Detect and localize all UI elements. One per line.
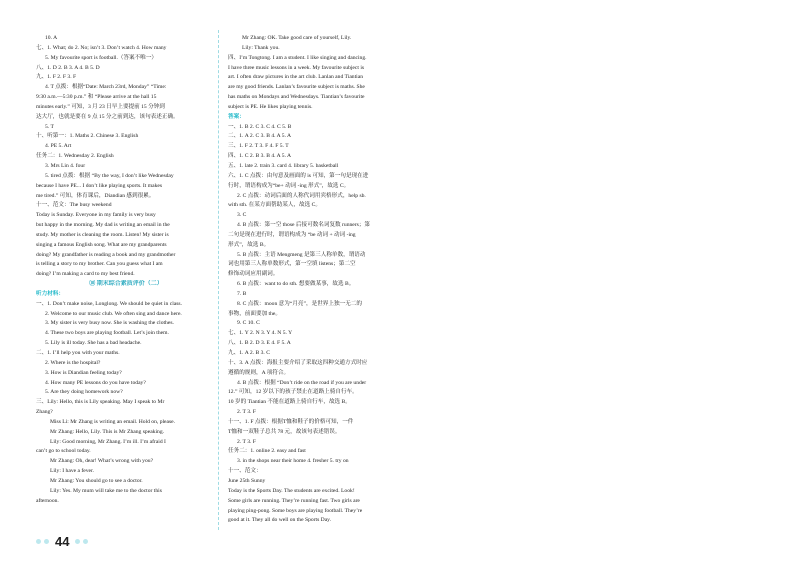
text-line: 一、1. B 2. C 3. C 4. C 5. B xyxy=(228,123,292,130)
text-line: 二、1. A 2. C 3. B 4. A 5. A xyxy=(228,133,292,140)
text-line: Lily: Good morning, Mr Zhang. I’m ill. I’m afraid I xyxy=(50,438,166,445)
text-line: 4. T 点拨：根据“Date: March 23rd, Monday” “Time: xyxy=(45,84,167,91)
text-line: 答案： xyxy=(228,113,245,120)
text-line: Mr Zhang: OK. Take good care of yourself, Lily. xyxy=(242,35,352,41)
text-line: art. I often draw pictures in the art club. Lanlan and Tiantian xyxy=(228,74,363,81)
text-line: 九、1. A 2. B 3. C xyxy=(228,350,270,356)
footer-dot-icon xyxy=(83,539,88,544)
text-line: with sth. 在某方面帮助某人，故选 C。 xyxy=(228,202,321,209)
text-line: 5. B 点拨：主语 Mengmeng 是第三人称单数，谓语动 xyxy=(237,251,366,258)
text-line: 十一、范文： xyxy=(228,468,262,475)
text-line: 4. B 点拨：第一空 those 后接可数名词复数 runners；第 xyxy=(237,222,371,229)
right-column xyxy=(228,34,404,526)
text-line: 12.” 可知，12 岁以下的孩子禁止在道路上骑自行车。 xyxy=(228,389,358,396)
text-line: 八、1. D 2. B 3. A 4. B 5. D xyxy=(36,64,100,71)
text-line: 6. B 点拨：want to do sth. 想要做某事，故选 B。 xyxy=(237,281,355,288)
text-line: playing ping-pong. Some boys are playing football. They’re xyxy=(228,507,363,514)
text-line: 听力材料： xyxy=(36,290,64,297)
text-line: 9:30 a.m.—5:30 p.m.” 和 “Please arrive at the hall 15 xyxy=(36,94,157,101)
page-number: 44 xyxy=(55,534,70,549)
text-line: 2. C 点拨：动词后面的人称代词用宾格形式，help sb. xyxy=(237,192,366,199)
text-line: good at it. They all do well on the Sports Day. xyxy=(228,517,332,524)
text-line: 4. PE 5. Art xyxy=(45,143,72,150)
text-line: study. My mother is cleaning the room. Listen! My sister is xyxy=(36,231,169,238)
text-line: 形式”，故选 B。 xyxy=(228,241,270,248)
column-divider xyxy=(218,30,219,530)
text-line: Lily: I have a fever. xyxy=(50,468,94,475)
text-line: subject is PE. He likes playing tennis. xyxy=(228,103,313,110)
text-line: 词也用第三人称单数形式，第一空填 listens；第二空 xyxy=(228,261,356,268)
text-line: 事物，前面要加 the。 xyxy=(228,310,281,317)
text-line: 一、1. Don’t make noise, Longlong. We should be quiet in class. xyxy=(36,300,183,307)
text-line: 十一、范文：The busy weekend xyxy=(36,202,112,209)
text-line: Zhang? xyxy=(36,409,53,416)
text-line: 达大厅，也就是要在 9 点 15 分之前到达，该句表述正确。 xyxy=(36,113,179,120)
text-line: 9. C 10. C xyxy=(237,320,260,327)
text-line: minutes early.” 可知，3 月 23 日早上要提前 15 分钟到 xyxy=(36,103,165,110)
text-line: 5. T xyxy=(45,123,54,130)
text-line: 十、3. A 点拨：海报主要介绍了采取这四种交通方式时应 xyxy=(228,359,368,366)
text-line: 七、1. What; do 2. No; isn’t 3. Don’t watch 4. How many xyxy=(36,44,167,51)
text-line: 4. B 点拨：根据 “Don’t ride on the road if you are under xyxy=(237,379,367,386)
text-line: Some girls are running. They’re running fast. Two girls are xyxy=(228,497,360,504)
text-line: 3. C xyxy=(237,212,247,219)
text-line: Today is the Sports Day. The students are excited. Look! xyxy=(228,487,355,494)
text-line: 四、I’m Tongtong. I am a student. I like singing and dancing. xyxy=(228,54,367,61)
text-line: I have three music lessons in a week. My favourite subject is xyxy=(228,64,365,71)
text-line: doing? My grandfather is reading a book and my grandmother xyxy=(36,251,176,258)
text-line: Mr Zhang: You should go to see a doctor. xyxy=(50,477,143,484)
text-line: 三、1. F 2. T 3. F 4. F 5. T xyxy=(228,143,289,150)
footer-dot-icon xyxy=(75,539,80,544)
text-line: has maths on Mondays and Wednesdays. Tiantian’s favourite xyxy=(228,94,365,101)
text-line: 2. T 3. F xyxy=(237,438,256,445)
text-line: 三、Lily: Hello, this is Lily speaking. May I speak to Mr xyxy=(36,399,165,406)
text-line: June 25th Sunny xyxy=(228,477,266,484)
text-line: 3. How is Diandian feeling today? xyxy=(45,369,122,376)
text-line: Today is Sunday. Everyone in my family is very busy xyxy=(36,212,156,219)
text-line: 十一、1. F 点拨：根据T恤和鞋子的价格可知，一件 xyxy=(228,418,354,425)
text-line: 2. Where is the hospital? xyxy=(45,359,101,366)
text-line: 任务二：1. online 2. easy and fast xyxy=(228,448,306,455)
text-line: is telling a story to my brother. Can you guess what I am xyxy=(36,261,163,268)
text-line: 4. These two boys are playing football. Let’s join them. xyxy=(45,330,169,337)
text-line: because I have PE... I don’t like playing sports. It makes xyxy=(36,182,163,189)
text-line: Lily: Yes. My mum will take me to the doctor this xyxy=(50,487,162,494)
text-line: Lily: Thank you. xyxy=(242,44,280,51)
text-line: 2. Welcome to our music club. We often sing and dance here. xyxy=(45,310,182,317)
text-line: Mr Zhang: Oh, dear! What’s wrong with you? xyxy=(50,458,154,465)
text-line: T恤和一双鞋子总共 78 元，故该句表述错误。 xyxy=(228,428,341,435)
text-line: 二、1. I’ll help you with your maths. xyxy=(36,350,120,356)
text-line: 3. in the shops near their home 4. fresher 5. try on xyxy=(237,458,349,465)
text-line: Mr Zhang: Hello, Lily. This is Mr Zhang speaking. xyxy=(50,428,165,435)
text-line: 5. tired 点拨：根据 “By the way, I don’t like Wednesday xyxy=(45,172,174,179)
text-line: 行时，谓语构成为“be+ 动词 -ing 形式”，故选 C。 xyxy=(228,182,350,189)
text-line: doing? I’m making a card to my best friend. xyxy=(36,271,135,278)
text-line: 八、1. B 2. D 3. E 4. F 5. A xyxy=(228,340,291,347)
page-footer xyxy=(36,534,88,549)
text-line: 5. Are they doing homework now? xyxy=(45,389,123,396)
text-line: 四、1. C 2. B 3. B 4. A 5. A xyxy=(228,153,292,160)
text-line: 5. My favourite sport is football.（答案不唯一） xyxy=(45,54,158,61)
text-line: 2. T 3. F xyxy=(237,409,256,416)
text-line: 六、1. C 点拨：由句意及画面的 is 可知，第一句是现在进 xyxy=(228,172,369,179)
text-line: afternoon. xyxy=(36,497,59,504)
text-line: 3. Mrs Lin 4. four xyxy=(45,162,86,169)
text-line: ⑩ 期末综合素质评价（二） xyxy=(89,281,163,288)
text-line: 五、1. late 2. train 3. card 4. library 5. basketball xyxy=(228,162,339,169)
text-line: 3. My sister is very busy now. She is washing the clothes. xyxy=(45,320,174,327)
text-line: 4. How many PE lessons do you have today? xyxy=(45,379,146,386)
text-line: are my good friends. Lanlan’s favourite subject is maths. She xyxy=(228,84,365,91)
text-line: 九、1. F 2. F 3. F xyxy=(36,74,77,81)
text-line: can’t go to school today. xyxy=(36,448,91,455)
text-line: 十、听第一：1. Maths 2. Chinese 3. English xyxy=(36,133,139,140)
text-line: 10. A xyxy=(45,35,58,41)
text-line: singing a famous English song. What are my grandparents xyxy=(36,241,167,248)
footer-dot-icon xyxy=(44,539,49,544)
text-line: 7. B xyxy=(237,290,247,297)
text-line: me tired.” 可知，体育课后，Diandian 感到很累。 xyxy=(36,192,155,199)
text-line: but happy in the morning. My dad is writing an email in the xyxy=(36,222,170,229)
text-line: 修饰动词应用副词。 xyxy=(228,271,279,278)
text-line: 七、1. Y 2. N 3. Y 4. N 5. Y xyxy=(228,330,293,337)
text-line: 5. Lily is ill today. She has a bad headache. xyxy=(45,340,142,347)
text-line: 遵循的规则，A 项符合。 xyxy=(228,369,290,376)
text-line: 任务二：1. Wednesday 2. English xyxy=(36,153,114,160)
footer-dot-icon xyxy=(36,539,41,544)
text-line: 8. C 点拨：moon 意为“月亮”，是世界上独一无二的 xyxy=(237,300,362,307)
text-line: 二句是现在进行时，谓语构成为 “be 动词 + 动词 -ing xyxy=(228,231,356,238)
left-column xyxy=(36,34,216,507)
text-line: Miss Li: Mr Zhang is writing an email. Hold on, please. xyxy=(50,418,176,425)
text-line: 10 岁的 Tiantian 不能在道路上骑自行车，故选 B。 xyxy=(228,399,351,406)
